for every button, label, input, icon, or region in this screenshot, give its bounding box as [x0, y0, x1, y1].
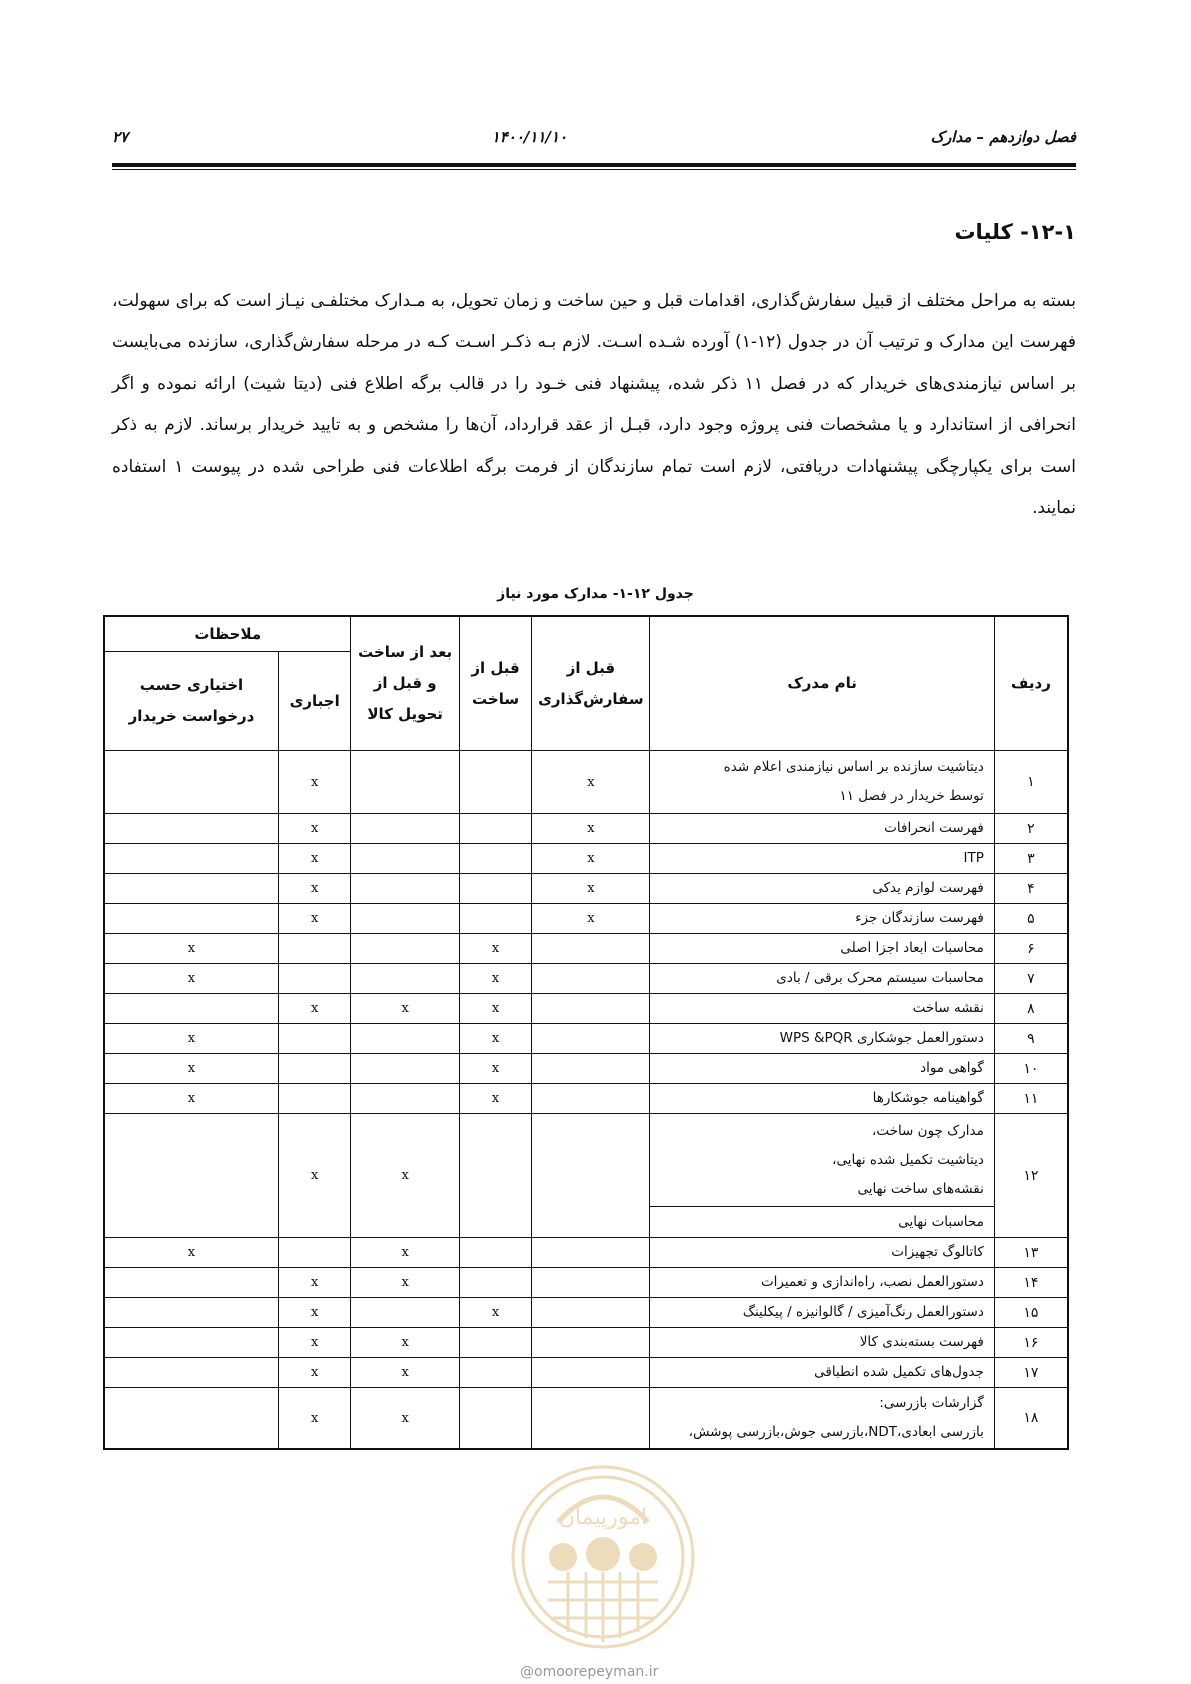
- cell-before-build: [459, 844, 532, 874]
- cell-before-order: [532, 1388, 650, 1450]
- doc-name: [650, 1024, 994, 1054]
- doc-name: [650, 1358, 994, 1388]
- doc-name-line: گزارشات بازرسی:: [879, 1395, 984, 1411]
- row-number: ۱۱: [994, 1084, 1068, 1114]
- doc-name-line: محاسبات سیستم محرک برقی / بادی: [776, 970, 984, 986]
- table-row: [104, 1268, 1068, 1298]
- doc-name-line: نقشه ساخت: [912, 1000, 984, 1016]
- row-number: ۱۵: [994, 1298, 1068, 1328]
- cell-mandatory: [278, 1054, 351, 1084]
- doc-name-line: دستورالعمل رنگ‌آمیزی / گالوانیزه / پیکلینگ: [742, 1304, 984, 1320]
- watermark-brand: امورپیمان: [558, 1505, 648, 1530]
- row-number: ۴: [994, 874, 1068, 904]
- cell-mandatory: x: [278, 1388, 351, 1450]
- doc-name-line: نقشه‌های ساخت نهایی: [857, 1180, 984, 1197]
- cell-before-order: [532, 1024, 650, 1054]
- cell-before-order: x: [532, 874, 650, 904]
- table-row: [104, 964, 1068, 994]
- cell-before-order: x: [532, 844, 650, 874]
- table-row: [104, 1084, 1068, 1114]
- table-row: [104, 1328, 1068, 1358]
- table-row: [104, 814, 1068, 844]
- cell-before-order: x: [532, 751, 650, 814]
- cell-mandatory: x: [278, 1268, 351, 1298]
- row-number: ۱: [994, 751, 1068, 814]
- row-number: ۱۶: [994, 1328, 1068, 1358]
- cell-before-build: [459, 1388, 532, 1450]
- cell-before-order: [532, 1328, 650, 1358]
- doc-name-line: دیتاشیت سازنده بر اساس نیازمندی اعلام شده: [723, 759, 984, 775]
- intro-paragraph: بسته به مراحل مختلف از قبیل سفارش‌گذاری، اقدامات قبل و حین ساخت و زمان تحویل، به مـدارک مختلفـی نیـاز است که برای سهولت، فهرست این مدارک و ترتیب آن در جدول (۱۲-۱) آورده شـده اسـت. لازم بـه ذکـر اسـت کـه در مرحله سفارش‌گذاری، سازنده می‌بایست بر اساس نیازمندی‌های خریدار که در فصل ۱۱ ذکر شده، پیشنهاد فنی خـود را در قالب برگه اطلاع فنی (دیتا شیت) ارائه نموده و اگر انحرافی از استاندارد و یا مشخصات فنی پروژه وجود دارد، قبـل از عقد قرارداد، آن‌ها را مشخص و به تایید خریدار برساند. لازم به ذکر است برای یکپارچگی پیشنهادات دریافتی، لازم است تمام سازندگان از فرمت برگه اطلاعات فنی طراحی شده در پیوست ۱ استفاده نمایند.: [112, 291, 1077, 519]
- doc-name: [650, 904, 994, 934]
- table-row: [104, 1388, 1068, 1450]
- table-row: [104, 1238, 1068, 1268]
- doc-name-line: فهرست لوازم یدکی: [872, 880, 984, 896]
- cell-mandatory: [278, 1024, 351, 1054]
- doc-name-line: توسط خریدار در فصل ۱۱: [839, 788, 984, 804]
- cell-optional: [104, 751, 278, 814]
- doc-name-line: محاسبات ابعاد اجزا اصلی: [840, 940, 984, 956]
- cell-optional: [104, 1358, 278, 1388]
- cell-before-order: x: [532, 814, 650, 844]
- cell-after-build: [351, 844, 459, 874]
- doc-name: [650, 814, 994, 844]
- doc-name-line: فهرست بسته‌بندی کالا: [859, 1334, 984, 1350]
- cell-mandatory: [278, 1084, 351, 1114]
- cell-optional: [104, 1298, 278, 1328]
- cell-after-build: [351, 814, 459, 844]
- cell-mandatory: x: [278, 814, 351, 844]
- cell-optional: x: [104, 1238, 278, 1268]
- cell-optional: [104, 1268, 278, 1298]
- doc-name: [650, 964, 994, 994]
- row-number: ۳: [994, 844, 1068, 874]
- table-row: [104, 751, 1068, 814]
- doc-name: [650, 1298, 994, 1328]
- cell-optional: [104, 1114, 278, 1238]
- cell-after-build: x: [351, 1238, 459, 1268]
- doc-name: [650, 1268, 994, 1298]
- doc-name-line: ITP: [963, 850, 984, 866]
- cell-before-order: [532, 1114, 650, 1238]
- cell-optional: [104, 874, 278, 904]
- header-after-build: بعد از ساخت و قبل از تحویل کالا: [351, 616, 459, 751]
- cell-before-order: [532, 934, 650, 964]
- cell-after-build: x: [351, 1268, 459, 1298]
- row-number: ۲: [994, 814, 1068, 844]
- watermark-logo: [508, 1462, 698, 1652]
- cell-optional: x: [104, 1054, 278, 1084]
- cell-after-build: [351, 904, 459, 934]
- doc-name-line: فهرست انحرافات: [884, 820, 984, 836]
- cell-before-build: [459, 904, 532, 934]
- table-row: [104, 874, 1068, 904]
- cell-mandatory: x: [278, 1358, 351, 1388]
- doc-name: [650, 1328, 994, 1358]
- cell-optional: [104, 994, 278, 1024]
- row-number: ۷: [994, 964, 1068, 994]
- doc-name: [650, 1114, 994, 1207]
- doc-name-line: جدول‌های تکمیل شده انطباقی: [814, 1364, 984, 1380]
- table-row: [104, 1358, 1068, 1388]
- row-number: ۱۲: [994, 1114, 1068, 1238]
- table-row: [104, 1298, 1068, 1328]
- cell-before-order: [532, 964, 650, 994]
- doc-name: محاسبات نهایی: [650, 1207, 994, 1238]
- cell-after-build: [351, 964, 459, 994]
- cell-after-build: [351, 1054, 459, 1084]
- cell-before-build: [459, 751, 532, 814]
- cell-mandatory: [278, 1238, 351, 1268]
- cell-before-build: x: [459, 964, 532, 994]
- cell-after-build: [351, 1024, 459, 1054]
- cell-after-build: x: [351, 1388, 459, 1450]
- cell-after-build: [351, 934, 459, 964]
- cell-mandatory: x: [278, 1114, 351, 1238]
- cell-before-order: [532, 1298, 650, 1328]
- cell-mandatory: x: [278, 844, 351, 874]
- cell-before-build: x: [459, 1024, 532, 1054]
- table-row: [104, 844, 1068, 874]
- doc-name: [650, 1054, 994, 1084]
- header-rule-thin: [112, 169, 1076, 170]
- doc-name: [650, 934, 994, 964]
- row-number: ۱۰: [994, 1054, 1068, 1084]
- cell-after-build: [351, 1084, 459, 1114]
- header-row-no: ردیف: [994, 616, 1068, 751]
- header-date: ۱۴۰۰/۱۱/۱۰: [491, 128, 568, 146]
- row-number: ۶: [994, 934, 1068, 964]
- cell-optional: [104, 1388, 278, 1450]
- cell-before-order: [532, 1238, 650, 1268]
- table-row: [104, 994, 1068, 1024]
- row-number: ۱۴: [994, 1268, 1068, 1298]
- cell-after-build: x: [351, 1114, 459, 1238]
- doc-name-line: مدارک چون ساخت،: [871, 1122, 984, 1139]
- doc-name-line: فهرست سازندگان جزء: [855, 910, 984, 926]
- cell-before-build: [459, 1358, 532, 1388]
- cell-before-build: x: [459, 1084, 532, 1114]
- table-row: [104, 1114, 1068, 1207]
- watermark-url: @omoorepeyman.ir: [520, 1664, 659, 1680]
- doc-name-line: بازرسی ابعادی،NDT،بازرسی جوش،بازرسی پوشش،: [688, 1424, 984, 1440]
- doc-name: [650, 1238, 994, 1268]
- cell-optional: [104, 844, 278, 874]
- doc-name-line: دستورالعمل جوشکاری WPS &PQR: [779, 1030, 984, 1046]
- cell-before-build: [459, 1114, 532, 1238]
- header-mandatory: اجباری: [278, 652, 351, 751]
- cell-mandatory: x: [278, 994, 351, 1024]
- doc-name-line: گواهینامه جوشکارها: [872, 1090, 984, 1106]
- doc-name: [650, 994, 994, 1024]
- cell-mandatory: x: [278, 1328, 351, 1358]
- cell-mandatory: [278, 964, 351, 994]
- cell-optional: x: [104, 1024, 278, 1054]
- header-remarks: ملاحظات: [104, 616, 351, 652]
- doc-name: [650, 1084, 994, 1114]
- cell-optional: x: [104, 934, 278, 964]
- header-optional: اختیاری حسب درخواست خریدار: [104, 652, 278, 751]
- row-number: ۹: [994, 1024, 1068, 1054]
- cell-before-build: x: [459, 934, 532, 964]
- cell-after-build: [351, 1298, 459, 1328]
- section-title: ۱۲-۱- کلیات: [954, 220, 1076, 244]
- documents-table: [103, 615, 1069, 1450]
- table-body: [104, 751, 1068, 1450]
- doc-name-line: دیتاشیت تکمیل شده نهایی،: [832, 1151, 984, 1168]
- cell-before-build: [459, 1238, 532, 1268]
- doc-name: [650, 874, 994, 904]
- cell-before-build: x: [459, 1298, 532, 1328]
- cell-before-build: [459, 1328, 532, 1358]
- doc-name-line: گواهی مواد: [920, 1060, 984, 1076]
- cell-before-order: [532, 1358, 650, 1388]
- cell-before-order: [532, 994, 650, 1024]
- cell-mandatory: x: [278, 751, 351, 814]
- cell-mandatory: [278, 934, 351, 964]
- row-number: ۵: [994, 904, 1068, 934]
- table-row: [104, 1054, 1068, 1084]
- cell-before-build: x: [459, 994, 532, 1024]
- cell-optional: [104, 1328, 278, 1358]
- cell-mandatory: x: [278, 874, 351, 904]
- cell-before-order: x: [532, 904, 650, 934]
- cell-after-build: x: [351, 1328, 459, 1358]
- doc-name: [650, 1388, 994, 1450]
- cell-optional: x: [104, 964, 278, 994]
- page-header: [112, 126, 1076, 148]
- cell-after-build: [351, 751, 459, 814]
- cell-mandatory: x: [278, 1298, 351, 1328]
- cell-before-order: [532, 1084, 650, 1114]
- header-doc-name: نام مدرک: [650, 616, 994, 751]
- cell-before-build: [459, 814, 532, 844]
- table-caption: جدول ۱۲-۱- مدارک مورد نیاز: [497, 586, 694, 602]
- doc-name: [650, 751, 994, 814]
- header-before-order: قبل از سفارش‌گذاری: [532, 616, 650, 751]
- header-before-build: قبل از ساخت: [459, 616, 532, 751]
- cell-optional: x: [104, 1084, 278, 1114]
- row-number: ۱۳: [994, 1238, 1068, 1268]
- cell-before-build: [459, 1268, 532, 1298]
- row-number: ۸: [994, 994, 1068, 1024]
- cell-after-build: x: [351, 994, 459, 1024]
- doc-name-line: دستورالعمل نصب، راه‌اندازی و تعمیرات: [760, 1274, 984, 1290]
- chapter-title: فصل دوازدهم – مدارک: [930, 128, 1076, 146]
- cell-before-order: [532, 1268, 650, 1298]
- doc-name: [650, 844, 994, 874]
- cell-after-build: [351, 874, 459, 904]
- table-row: [104, 934, 1068, 964]
- cell-before-order: [532, 1054, 650, 1084]
- table-row: [104, 904, 1068, 934]
- cell-mandatory: x: [278, 904, 351, 934]
- header-rule-thick: [112, 163, 1076, 167]
- cell-before-build: x: [459, 1054, 532, 1084]
- cell-after-build: x: [351, 1358, 459, 1388]
- cell-optional: [104, 814, 278, 844]
- table-row: [104, 1024, 1068, 1054]
- doc-name-line: کاتالوگ تجهیزات: [891, 1244, 984, 1260]
- row-number: ۱۷: [994, 1358, 1068, 1388]
- page-number: ۲۷: [112, 128, 129, 146]
- cell-before-build: [459, 874, 532, 904]
- row-number: ۱۸: [994, 1388, 1068, 1450]
- cell-optional: [104, 904, 278, 934]
